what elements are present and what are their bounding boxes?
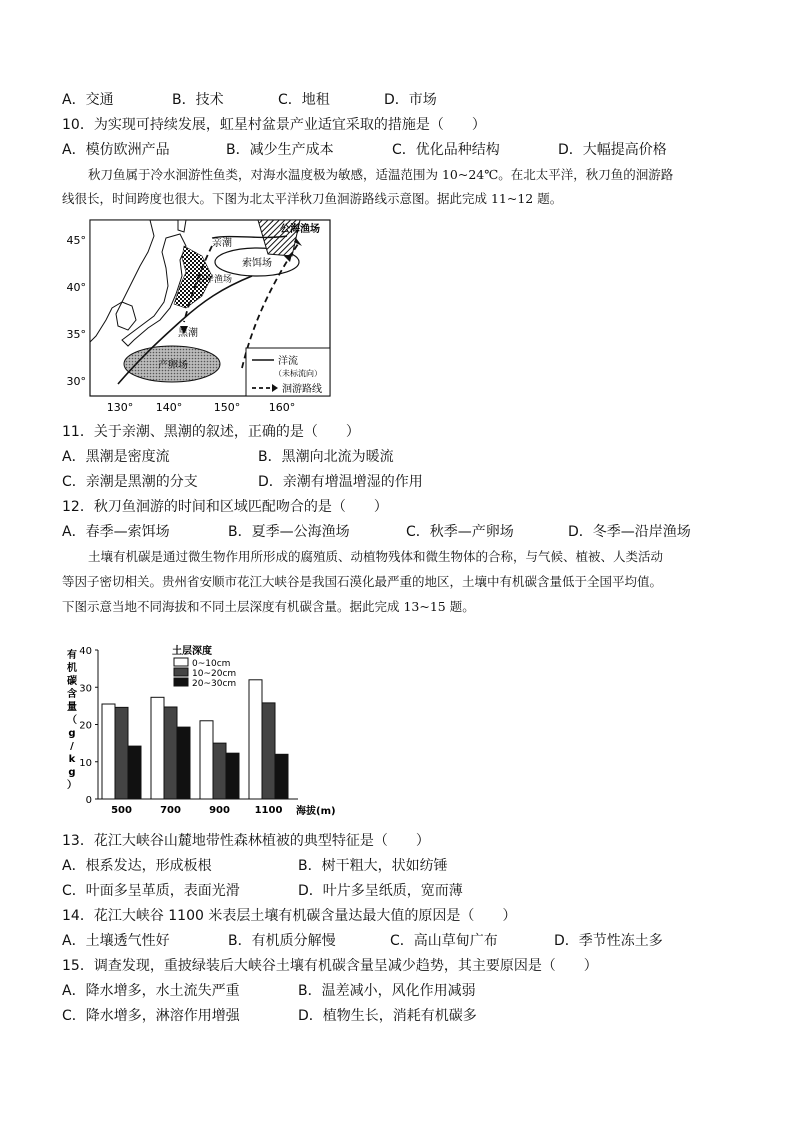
q13-stem: 13．花江大峡谷山麓地带性森林植被的典型特征是（ ） — [62, 833, 430, 849]
chart-ylabel-char: 有 — [67, 650, 77, 661]
intro-soil-line3: 下图示意当地不同海拔和不同土层深度有机碳含量。据此完成 13~15 题。 — [62, 599, 475, 614]
chart-ylabel-char: 量 — [67, 702, 77, 713]
q13-option-d[interactable]: D．叶片多呈纸质，宽而薄 — [298, 883, 463, 899]
x-tick-label: 700 — [160, 805, 181, 816]
bar-900-10~20cm — [213, 743, 226, 799]
label-gonghai: 公海渔场 — [280, 224, 320, 235]
q13-option-c[interactable]: C．叶面多呈革质，表面光滑 — [62, 883, 240, 899]
bar-1100-20~30cm — [275, 754, 288, 799]
bar-1100-10~20cm — [262, 703, 275, 799]
lat-label-30: 30° — [66, 375, 86, 388]
label-yanan: 沿岸渔场 — [196, 275, 233, 285]
intro-fish-line1: 秋刀鱼属于冷水洄游性鱼类，对海水温度极为敏感，适温范围为 10~24℃。在北太平洋，秋刀鱼的洄游路 — [88, 167, 674, 182]
bar-900-0~10cm — [200, 721, 213, 799]
chart-ylabel-char: / — [70, 741, 74, 752]
legend-swatch — [174, 658, 188, 666]
label-heichao: 黑潮 — [178, 328, 198, 339]
q10-option-b[interactable]: B．减少生产成本 — [226, 142, 334, 158]
q15-option-c[interactable]: C．降水增多，淋溶作用增强 — [62, 1008, 240, 1024]
lon-label-150: 150° — [213, 401, 241, 414]
soil-carbon-bar-chart — [62, 638, 352, 818]
bar-500-20~30cm — [128, 746, 141, 799]
q12-stem: 12．秋刀鱼洄游的时间和区域匹配吻合的是（ ） — [62, 499, 388, 515]
q10-option-d[interactable]: D．大幅提高价格 — [558, 142, 667, 158]
q11-option-d[interactable]: D．亲潮有增温增湿的作用 — [258, 474, 423, 490]
q12-option-c[interactable]: C．秋季—产卵场 — [406, 524, 514, 540]
q15-stem: 15．调查发现，重披绿装后大峡谷土壤有机碳含量呈减少趋势，其主要原因是（ ） — [62, 958, 598, 974]
q14-option-b[interactable]: B．有机质分解慢 — [228, 933, 336, 949]
q9-option-c[interactable]: C．地租 — [278, 92, 330, 108]
x-tick-label: 500 — [111, 805, 132, 816]
q15-option-b[interactable]: B．温差减小，风化作用减弱 — [298, 983, 476, 999]
q15-option-d[interactable]: D．植物生长，消耗有机碳多 — [298, 1008, 477, 1024]
chart-ylabel-char: 机 — [67, 663, 77, 674]
q13-option-b[interactable]: B．树干粗大，状如纺锤 — [298, 858, 448, 874]
legend-swatch — [174, 678, 188, 686]
bar-700-10~20cm — [164, 707, 177, 799]
q10-option-c[interactable]: C．优化品种结构 — [392, 142, 500, 158]
legend-current-note: （未标流向） — [274, 369, 322, 378]
saury-migration-map — [62, 216, 342, 416]
q10-stem: 10．为实现可持续发展，虹星村盆景产业适宜采取的措施是（ ） — [62, 117, 486, 133]
q9-option-d[interactable]: D．市场 — [384, 92, 437, 108]
lon-label-130: 130° — [106, 401, 134, 414]
lat-label-40: 40° — [66, 281, 86, 294]
y-tick-label: 40 — [79, 646, 92, 657]
q14-option-d[interactable]: D．季节性冻土多 — [554, 933, 663, 949]
chart-ylabel-char: g — [68, 728, 76, 739]
q10-option-a[interactable]: A．模仿欧洲产品 — [62, 142, 170, 158]
bar-900-20~30cm — [226, 753, 239, 799]
intro-fish-line2: 线很长，时间跨度也很大。下图为北太平洋秋刀鱼洄游路线示意图。据此完成 11~12 题。 — [62, 191, 563, 206]
chart-legend-title: 土层深度 — [172, 646, 212, 657]
bar-700-20~30cm — [177, 727, 190, 799]
chart-xlabel: 海拔(m) — [296, 806, 336, 817]
legend-label: 20~30cm — [192, 679, 237, 689]
q13-option-a[interactable]: A．根系发达，形成板根 — [62, 858, 212, 874]
chart-ylabel-char: （ — [67, 715, 77, 726]
label-chanluan: 产卵场 — [158, 360, 188, 371]
legend-route: 洄游路线 — [282, 384, 322, 395]
chart-ylabel-char: 碳 — [67, 676, 77, 687]
y-tick-label: 20 — [79, 720, 92, 732]
label-qinchao: 亲潮 — [212, 238, 232, 249]
x-tick-label: 900 — [209, 805, 230, 816]
lat-label-45: 45° — [66, 234, 86, 247]
intro-soil-line1: 土壤有机碳是通过微生物作用所形成的腐殖质、动植物残体和微生物体的合称，与气候、植被、人类活动 — [88, 549, 664, 564]
lon-label-160: 160° — [268, 401, 296, 414]
legend-swatch — [174, 668, 188, 676]
q11-option-a[interactable]: A．黑潮是密度流 — [62, 449, 170, 465]
q12-option-d[interactable]: D．冬季—沿岸渔场 — [568, 524, 691, 540]
x-tick-label: 1100 — [254, 805, 283, 816]
intro-soil-line2: 等因子密切相关。贵州省安顺市花江大峡谷是我国石漠化最严重的地区，土壤中有机碳含量低于全国平均值。 — [62, 574, 663, 589]
q15-option-a[interactable]: A．降水增多，水土流失严重 — [62, 983, 240, 999]
chart-ylabel-char: k — [68, 754, 76, 765]
legend-label: 0~10cm — [192, 659, 231, 669]
legend-label: 10~20cm — [192, 669, 237, 679]
q9-option-a[interactable]: A．交通 — [62, 92, 114, 108]
chart-ylabel-char: 含 — [67, 689, 77, 700]
q12-option-a[interactable]: A．春季—索饵场 — [62, 524, 170, 540]
q14-option-c[interactable]: C．高山草甸广布 — [390, 933, 498, 949]
bar-700-0~10cm — [151, 697, 164, 799]
lat-label-35: 35° — [66, 328, 86, 341]
q12-option-b[interactable]: B．夏季—公海渔场 — [228, 524, 350, 540]
chart-legend — [174, 658, 236, 689]
q11-stem: 11．关于亲潮、黑潮的叙述，正确的是（ ） — [62, 424, 360, 440]
lon-label-140: 140° — [155, 401, 183, 414]
q14-option-a[interactable]: A．土壤透气性好 — [62, 933, 170, 949]
chart-ylabel — [67, 648, 77, 791]
bar-500-0~10cm — [102, 704, 115, 799]
intro-soil — [62, 547, 752, 617]
y-tick-label: 10 — [79, 757, 92, 769]
legend-current: 洋流 — [278, 356, 298, 367]
intro-fish — [62, 165, 742, 209]
q11-option-b[interactable]: B．黑潮向北流为暖流 — [258, 449, 394, 465]
y-tick-label: 0 — [85, 795, 92, 806]
y-tick-label: 30 — [79, 683, 92, 695]
chart-ylabel-char: ） — [67, 780, 77, 791]
sakhalin — [178, 220, 186, 232]
bar-500-10~20cm — [115, 707, 128, 799]
chart-ylabel-char: g — [68, 767, 76, 778]
q11-option-c[interactable]: C．亲潮是黑潮的分支 — [62, 474, 198, 490]
label-suoer: 索饵场 — [242, 258, 272, 269]
bar-1100-0~10cm — [249, 680, 262, 799]
q14-stem: 14．花江大峡谷 1100 米表层土壤有机碳含量达最大值的原因是（ ） — [62, 908, 517, 924]
q9-option-b[interactable]: B．技术 — [172, 92, 224, 108]
